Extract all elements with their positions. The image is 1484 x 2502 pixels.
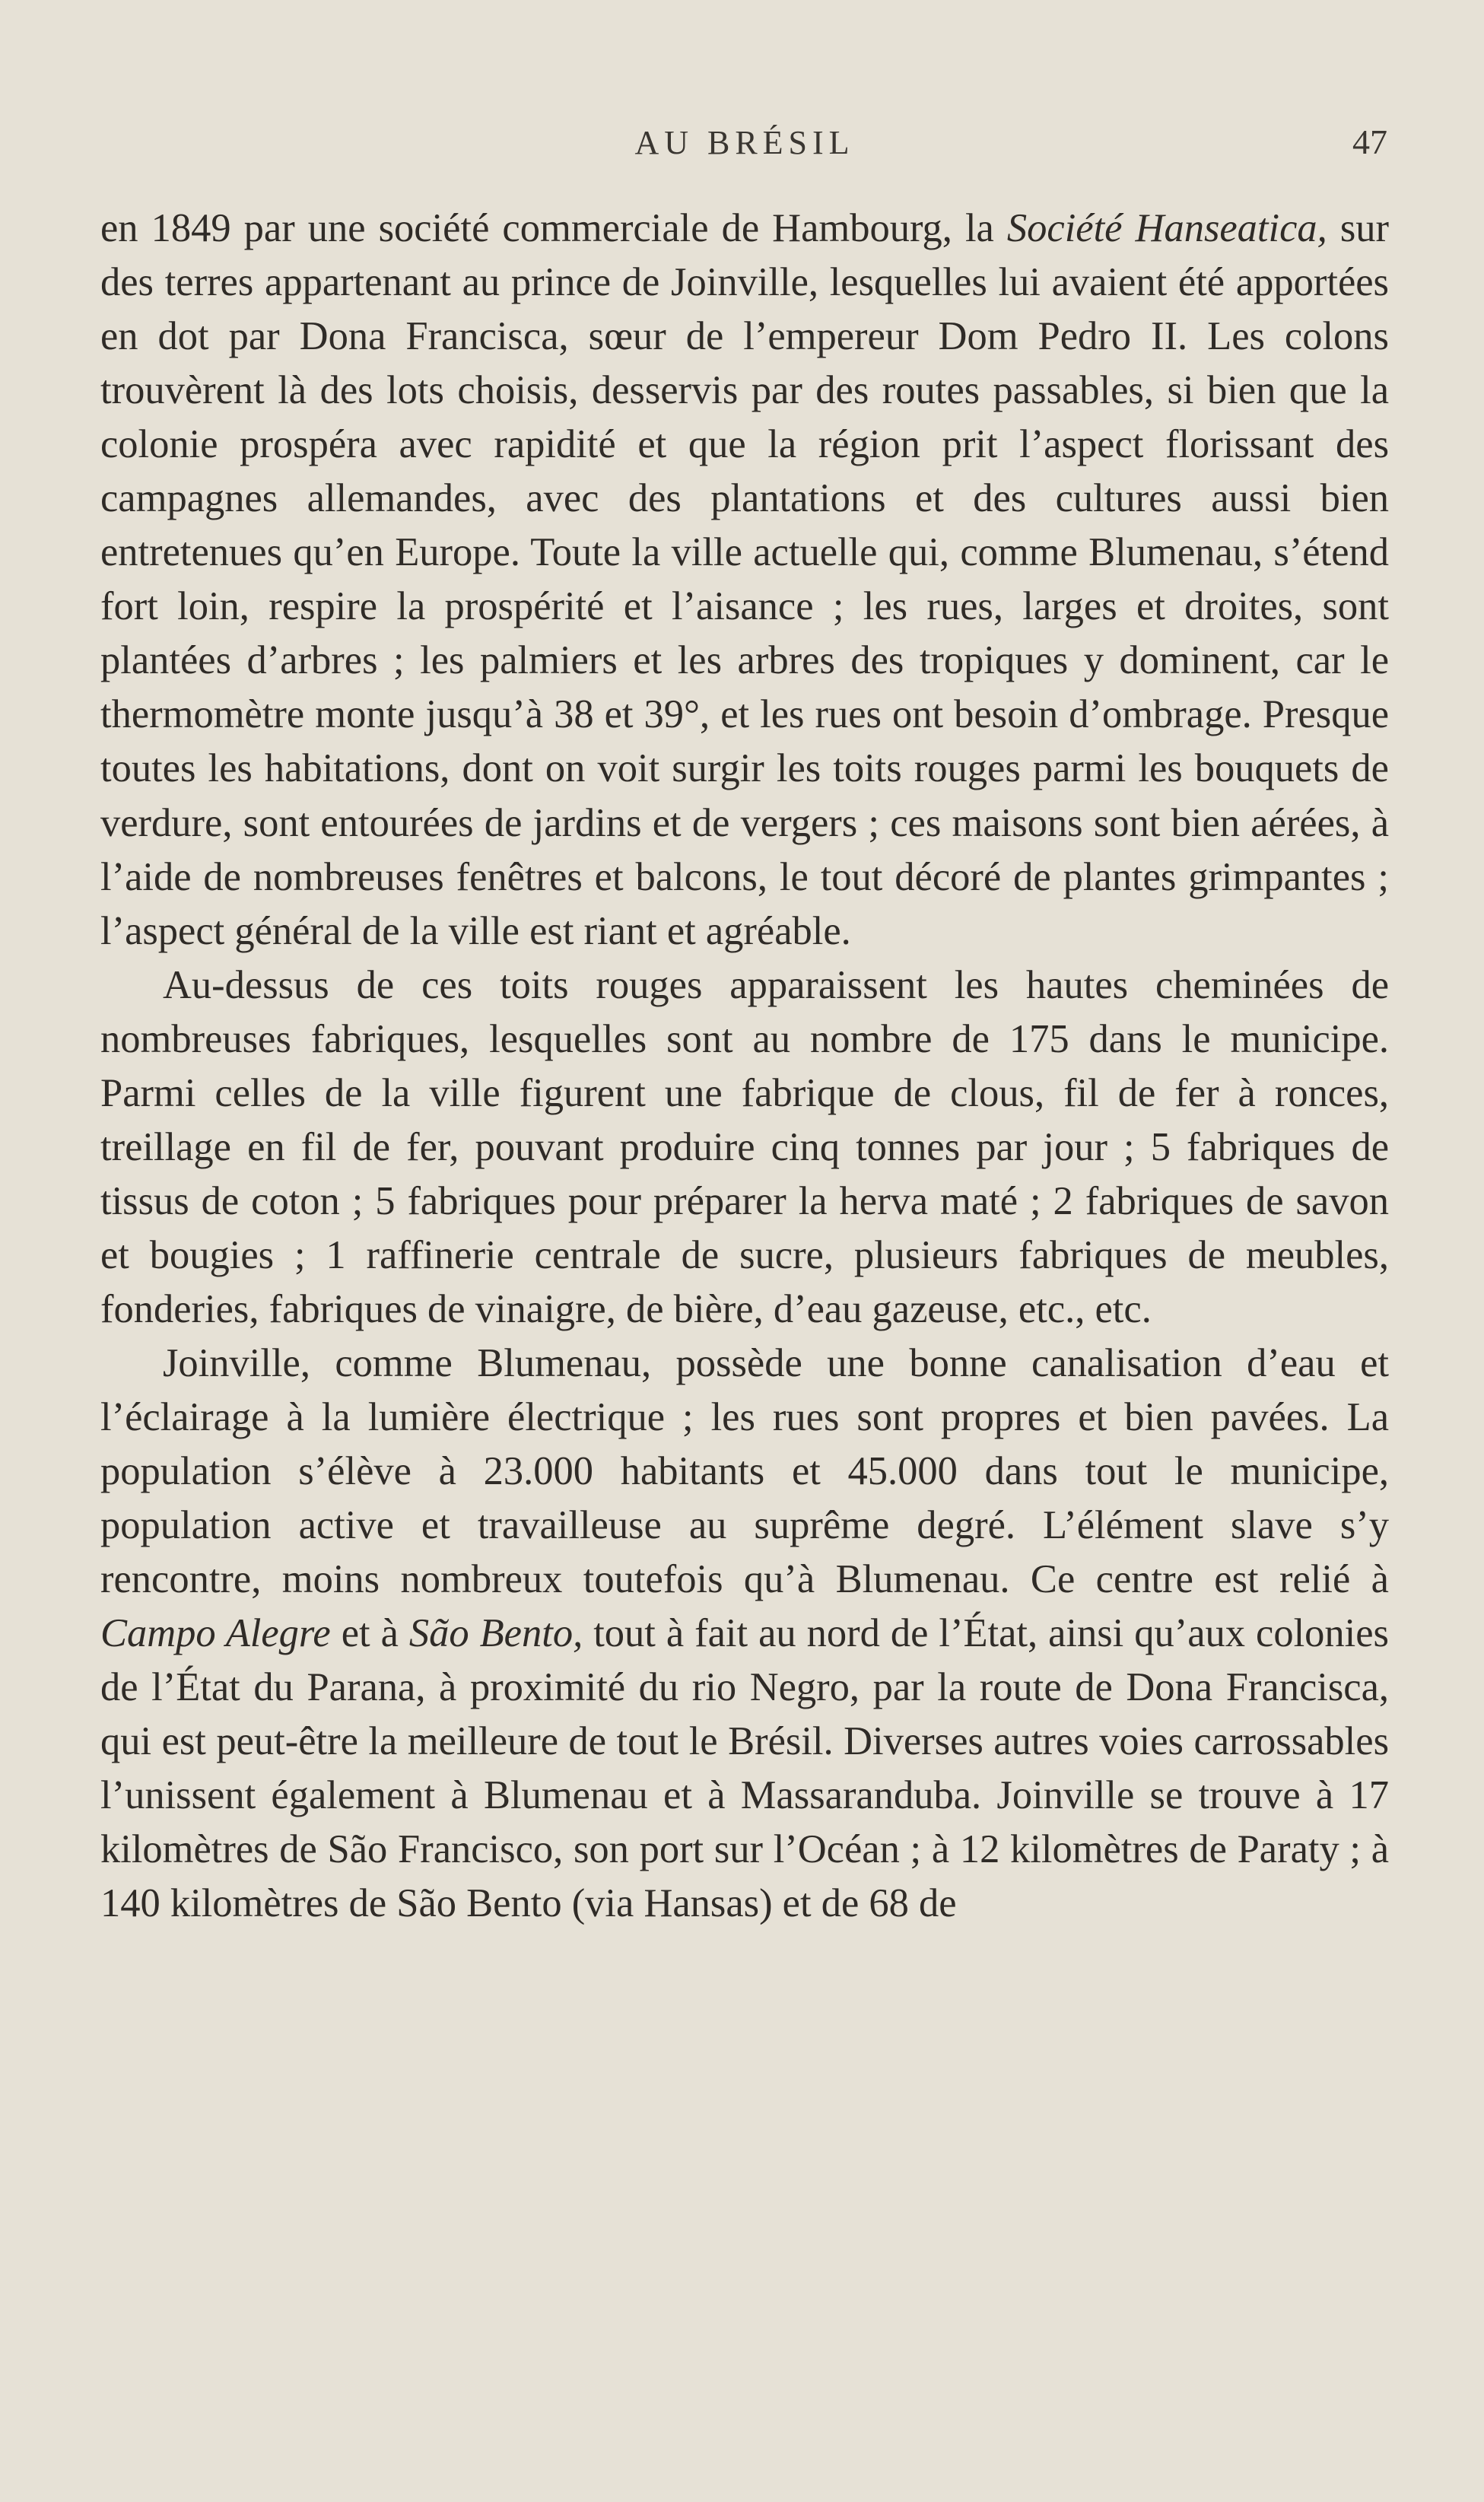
- page-header: [102, 123, 1387, 169]
- text-segment: et à: [330, 1611, 409, 1656]
- italic-text-segment: Société Hanseatica,: [1006, 206, 1327, 250]
- italic-text-segment: São Bento,: [408, 1611, 583, 1656]
- text-segment: en 1849 par une société commerciale de Hambourg, la: [100, 206, 1007, 250]
- page-number: 47: [1352, 122, 1387, 161]
- paragraph-1: [100, 202, 1389, 959]
- text-segment: sur des terres appartenant au prince de Joinville, lesquelles lui avaient été apportées en dot par Dona Francisca, sœur de l’empereur Dom Pedro II. Les colons trouvèrent là des lots choisis, desservis par des routes passables, si bien que la colonie prospéra avec rapidité et que la région prit l’aspect florissant des campagnes allemandes, avec des plantations et des cultures aussi bien entretenues qu’en Europe. Toute la ville actuelle qui, comme Blumenau, s’étend fort loin, respire la prospérité et l’aisance ; les rues, larges et droites, sont plantées d’arbres ; les palmiers et les arbres des tropiques y dominent, car le thermomètre monte jusqu’à 38 et 39°, et les rues ont besoin d’ombrage. Presque toutes les habitations, dont on voit surgir les toits rouges parmi les bouquets de verdure, sont entourées de jardins et de vergers ; ces maisons sont bien aérées, à l’aide de nombreuses fenêtres et balcons, le tout décoré de plantes grimpantes ; l’aspect général de la ville est riant et agréable.: [100, 206, 1390, 953]
- text-segment: Joinville, comme Blumenau, possède une bonne canalisation d’eau et l’éclairage à la lumière électrique ; les rues sont propres et bien pavées. La population s’élève à 23.000 habitants et 45.000 dans tout le municipe, population active et travailleuse au suprême degré. L’élément slave s’y rencontre, moins nombreux toutefois qu’à Blumenau. Ce centre est relié à: [100, 1340, 1389, 1602]
- paragraph-3: [100, 1337, 1389, 1931]
- italic-text-segment: Campo Alegre: [100, 1611, 331, 1656]
- text-segment: Au-dessus de ces toits rouges apparaissent les hautes cheminées de nombreuses fabriques, lesquelles sont au nombre de 175 dans le municipe. Parmi celles de la ville figurent une fabrique de clous, fil de fer à ronces, treillage en fil de fer, pouvant produire cinq tonnes par jour ; 5 fabriques de tissus de coton ; 5 fabriques pour préparer la herva maté ; 2 fabriques de savon et bougies ; 1 raffinerie centrale de sucre, plusieurs fabriques de meubles, fonderies, fabriques de vinaigre, de bière, d’eau gazeuse, etc., etc.: [100, 962, 1389, 1331]
- paragraph-2: [100, 959, 1389, 1337]
- body-text: [100, 202, 1389, 1931]
- running-head: AU BRÉSIL: [634, 124, 855, 161]
- text-segment: tout à fait au nord de l’État, ainsi qu’aux colonies de l’État du Parana, à proximité du rio Negro, par la route de Dona Francisca, qui est peut-être la meilleure de tout le Brésil. Diverses autres voies carrossables l’unissent également à Blumenau et à Massaranduba. Joinville se trouve à 17 kilomètres de São Francisco, son port sur l’Océan ; à 12 kilomètres de Paraty ; à 140 kilomètres de São Bento (via Hansas) et de 68 de: [100, 1611, 1389, 1926]
